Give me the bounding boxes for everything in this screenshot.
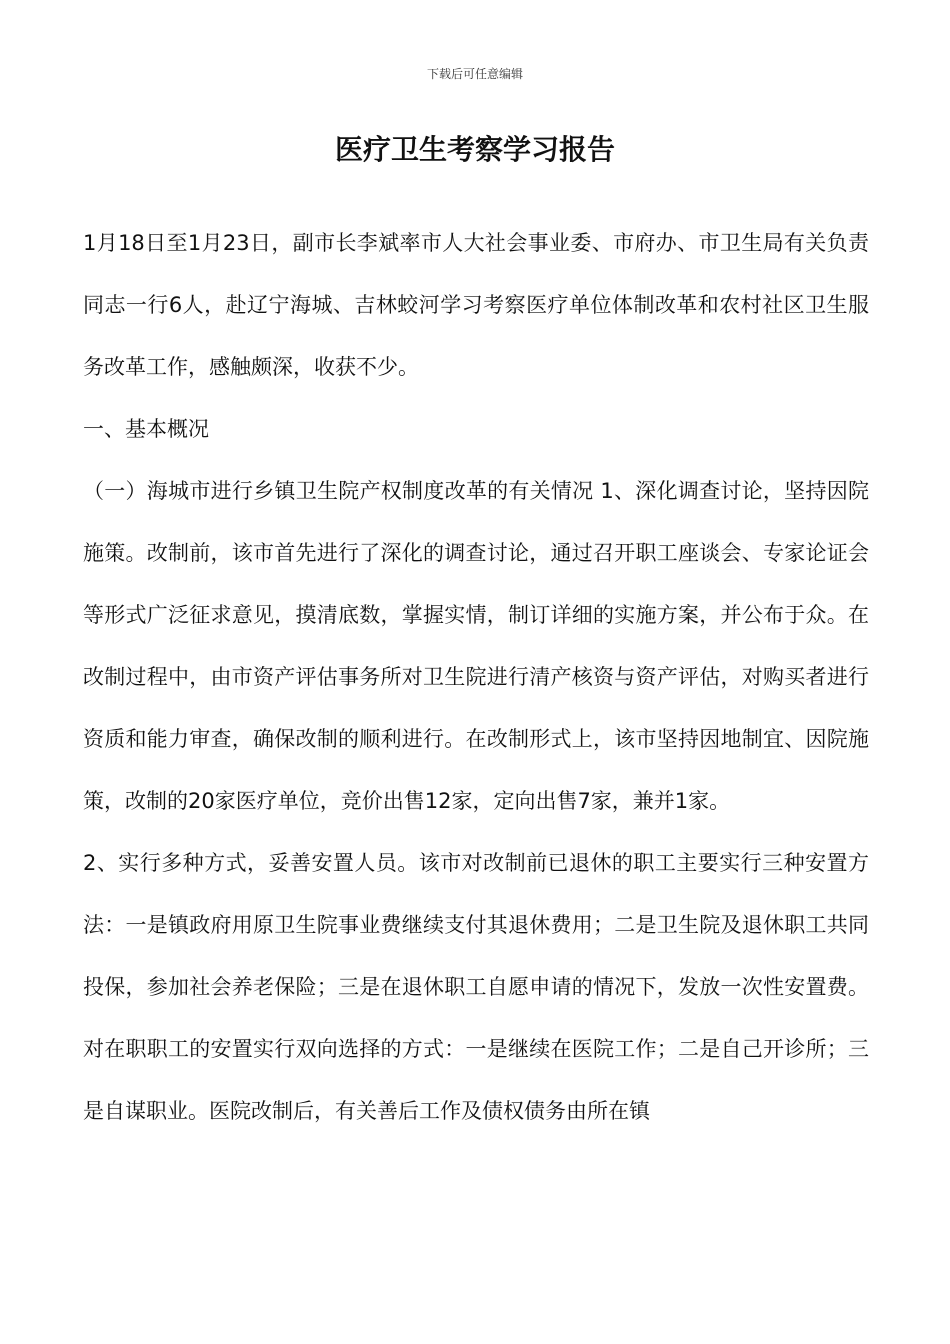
document-title: 医疗卫生考察学习报告 <box>334 133 615 166</box>
header-note: 下载后可任意编辑 <box>426 67 523 81</box>
document-body <box>83 212 869 1142</box>
section-heading: 一、基本概况 <box>83 417 209 441</box>
paragraph-staff-placement: 2、实行多种方式，妥善安置人员。该市对改制前已退休的职工主要实行三种安置方法：一是镇政府用原卫生院事业费继续支付其退休费用；二是卫生院及退休职工共同投保，参加社会养老保险；三是在退休职工自愿申请的情况下，发放一次性安置费。对在职职工的安置实行双向选择的方式：一是继续在医院工作；二是自己开诊所；三是自谋职业。医院改制后，有关善后工作及债权债务由所在镇 <box>83 851 869 1123</box>
paragraph-haicheng: （一）海城市进行乡镇卫生院产权制度改革的有关情况 1、深化调查讨论，坚持因院施策。改制前，该市首先进行了深化的调查讨论，通过召开职工座谈会、专家论证会等形式广泛征求意见，摸清底数，掌握实情，制订详细的实施方案，并公布于众。在改制过程中，由市资产评估事务所对卫生院进行清产核资与资产评估，对购买者进行资质和能力审查，确保改制的顺利进行。在改制形式上，该市坚持因地制宜、因院施策，改制的20家医疗单位，竞价出售12家，定向出售7家，兼并1家。 <box>83 479 869 813</box>
paragraph-intro: 1月18日至1月23日，副市长李斌率市人大社会事业委、市府办、市卫生局有关负责同志一行6人，赴辽宁海城、吉林蛟河学习考察医疗单位体制改革和农村社区卫生服务改革工作，感触颇深，收获不少。 <box>83 231 869 379</box>
